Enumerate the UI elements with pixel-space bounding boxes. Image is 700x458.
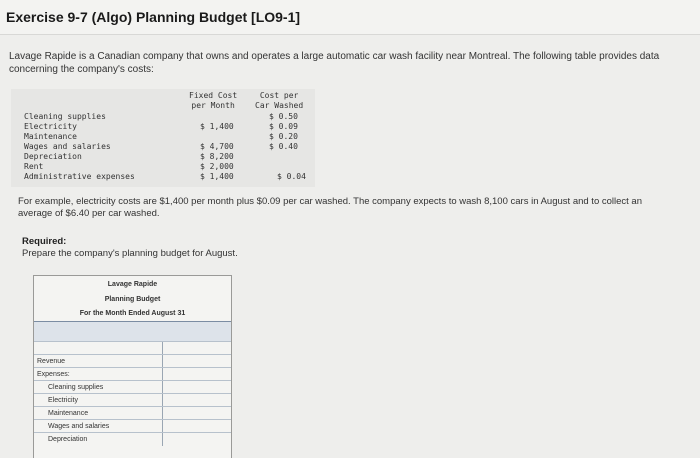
- cost-row: [11, 112, 315, 122]
- fixed-cost-header: [189, 91, 237, 111]
- fixed-cost-value: $ 2,000: [200, 162, 234, 171]
- cost-row: [11, 122, 315, 132]
- cost-label: Rent: [24, 162, 44, 171]
- cost-row: [11, 152, 315, 162]
- variable-cost-value: $ 0.40: [269, 142, 298, 151]
- budget-row: [34, 406, 231, 420]
- budget-title: Planning Budget: [104, 296, 161, 303]
- budget-company: Lavage Rapide: [107, 281, 158, 288]
- example-paragraph: For example, electricity costs are $1,400 per month plus $0.09 per car washed. The company expects to wash 8,100 cars in August and to collect an average of $6.40 per car washed.: [18, 196, 642, 219]
- budget-amount-cell[interactable]: [163, 433, 231, 446]
- fixed-cost-header-line-1: Fixed Cost: [189, 91, 238, 100]
- cost-label: Depreciation: [24, 152, 82, 161]
- budget-row: [34, 432, 231, 446]
- budget-row: [34, 354, 231, 368]
- budget-row-label: Maintenance: [48, 410, 89, 417]
- variable-cost-value: $ 0.20: [269, 132, 298, 141]
- cost-row: [11, 132, 315, 142]
- cost-label: Electricity: [24, 122, 77, 131]
- budget-row-label: Electricity: [48, 397, 78, 404]
- cost-label: Cleaning supplies: [24, 112, 106, 121]
- cost-row: [11, 162, 315, 172]
- budget-row-label: Cleaning supplies: [48, 384, 104, 391]
- budget-row-label: Depreciation: [48, 436, 88, 443]
- required-label: Required:: [22, 236, 67, 247]
- variable-cost-header-line-2: Car Washed: [255, 101, 304, 110]
- budget-period: For the Month Ended August 31: [79, 310, 186, 317]
- budget-row: [34, 341, 231, 355]
- variable-cost-value: $ 0.50: [269, 112, 298, 121]
- budget-header-band: [34, 321, 231, 342]
- budget-header: [34, 276, 231, 321]
- variable-cost-value: $ 0.04: [277, 172, 306, 181]
- budget-row: [34, 393, 231, 407]
- budget-label-cell[interactable]: [34, 433, 163, 446]
- budget-row: [34, 367, 231, 381]
- cost-row: [11, 142, 315, 152]
- intro-paragraph: Lavage Rapide is a Canadian company that owns and operates a large automatic car wash facility near Montreal. The following table provides data concerning the company's costs:: [9, 51, 660, 75]
- budget-row-label: Wages and salaries: [48, 423, 110, 430]
- budget-row-label: Expenses:: [37, 371, 70, 378]
- variable-cost-header: [255, 91, 303, 111]
- fixed-cost-value: $ 1,400: [200, 122, 234, 131]
- cost-label: Wages and salaries: [24, 142, 111, 151]
- cost-label: Administrative expenses: [24, 172, 135, 181]
- page-title: Exercise 9-7 (Algo) Planning Budget [LO9-1]: [6, 9, 301, 25]
- cost-row: [11, 172, 315, 182]
- variable-cost-value: $ 0.09: [269, 122, 298, 131]
- required-text: Prepare the company's planning budget for August.: [22, 248, 238, 259]
- budget-row: [34, 419, 231, 433]
- fixed-cost-header-line-2: per Month: [191, 101, 235, 110]
- fixed-cost-value: $ 4,700: [200, 142, 234, 151]
- title-bar: [0, 0, 700, 35]
- cost-label: Maintenance: [24, 132, 77, 141]
- budget-row-label: Revenue: [37, 358, 66, 365]
- budget-row: [34, 380, 231, 394]
- fixed-cost-value: $ 8,200: [200, 152, 234, 161]
- fixed-cost-value: $ 1,400: [200, 172, 234, 181]
- planning-budget-form: [33, 275, 232, 458]
- cost-data-table: [11, 89, 315, 187]
- variable-cost-header-line-1: Cost per: [259, 91, 299, 100]
